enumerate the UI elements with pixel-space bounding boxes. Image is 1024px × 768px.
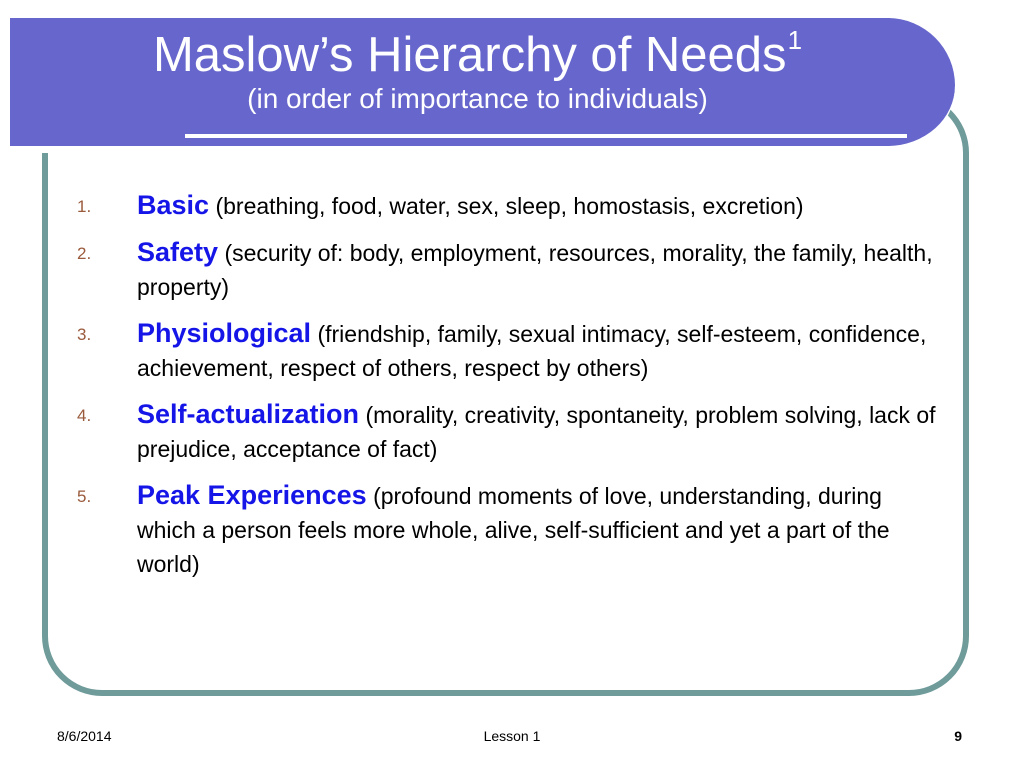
need-number: 3. xyxy=(77,325,92,344)
slide-subtitle: (in order of importance to individuals) xyxy=(247,83,708,114)
footer-page-number: 9 xyxy=(954,728,962,744)
need-item-safety xyxy=(77,235,947,304)
footer-lesson: Lesson 1 xyxy=(483,728,541,744)
footer-date: 8/6/2014 xyxy=(57,728,112,744)
need-number: 5. xyxy=(77,487,92,506)
need-name: Basic xyxy=(137,190,210,220)
need-item-basic xyxy=(77,188,947,223)
need-name: Safety xyxy=(137,237,219,267)
need-number: 2. xyxy=(77,244,92,263)
title-underline xyxy=(185,134,907,138)
need-name: Peak Experiences xyxy=(137,480,367,510)
slide-title xyxy=(10,18,945,84)
need-name: Physiological xyxy=(137,318,312,348)
need-name: Self-actualization xyxy=(137,399,360,429)
slide-title-text: Maslow’s Hierarchy of Needs xyxy=(152,28,787,82)
need-item-peak-experiences xyxy=(77,478,947,581)
title-block xyxy=(10,18,945,116)
need-description: (morality, creativity, spontaneity, problem solving, lack of prejudice, acceptance of fact) xyxy=(137,402,936,462)
needs-list xyxy=(77,188,947,593)
need-description: (security of: body, employment, resources, morality, the family, health, property) xyxy=(137,240,933,300)
need-number: 1. xyxy=(77,197,92,216)
need-description: (profound moments of love, understanding, during which a person feels more whole, alive, self-sufficient and yet a part of the world) xyxy=(137,483,890,577)
title-footnote-marker: 1 xyxy=(787,25,803,55)
need-description: (breathing, food, water, sex, sleep, homostasis, excretion) xyxy=(215,193,804,219)
need-description: (friendship, family, sexual intimacy, self-esteem, confidence, achievement, respect of others, respect by others) xyxy=(137,321,927,381)
need-item-physiological xyxy=(77,316,947,385)
need-number: 4. xyxy=(77,406,92,425)
need-item-self-actualization xyxy=(77,397,947,466)
